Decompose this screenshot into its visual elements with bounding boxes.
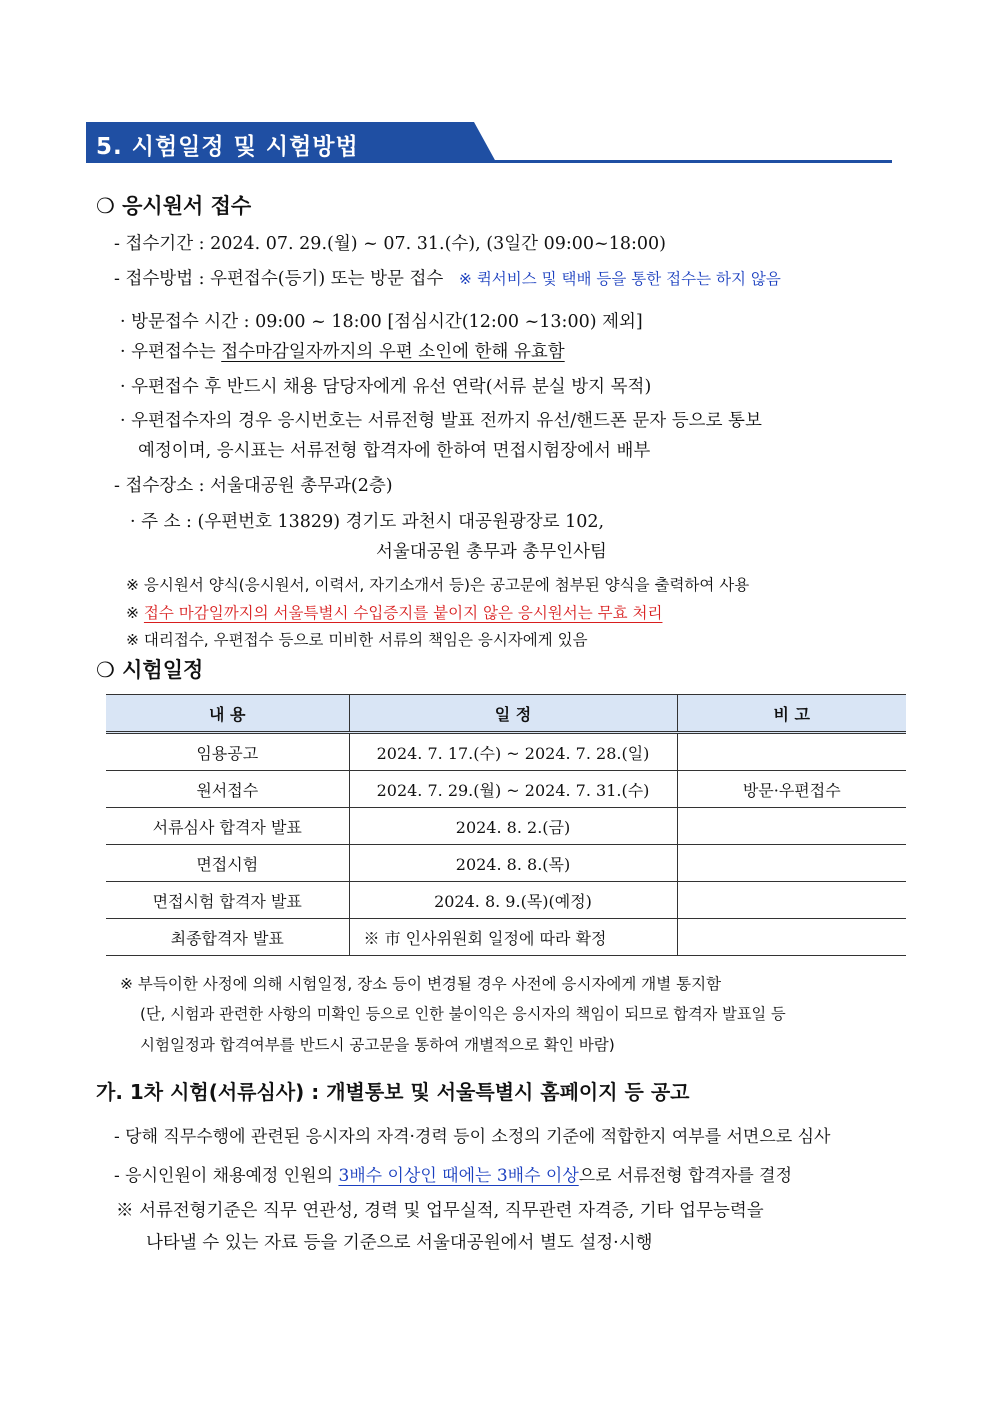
row-content: 임용공고 — [106, 733, 349, 771]
application-method — [114, 265, 781, 290]
row-date: 2024. 7. 29.(월) ~ 2024. 7. 31.(수) — [349, 771, 677, 808]
application-method-note: ※ 퀵서비스 및 택배 등을 통한 접수는 하지 않음 — [458, 270, 781, 288]
table-row — [106, 808, 906, 845]
first-exam-line-1: - 당해 직무수행에 관련된 응시자의 자격·경력 등이 소정의 기준에 적합한지 여부를 서면으로 심사 — [114, 1127, 831, 1147]
address-line-2: 서울대공원 총무과 총무인사팀 — [376, 542, 607, 562]
table-row — [106, 845, 906, 882]
application-note-2 — [126, 601, 662, 623]
post-notice-line-2: 예정이며, 응시표는 서류전형 합격자에 한하여 면접시험장에서 배부 — [138, 441, 651, 461]
application-note-2-text: 접수 마감일까지의 서울특별시 수입증지를 붙이지 않은 응시원서는 무효 처리 — [143, 604, 663, 622]
schedule-heading: ❍ 시험일정 — [96, 658, 204, 682]
address-line-1: · 주 소 : (우편번호 13829) 경기도 과천시 대공원광장로 102, — [130, 512, 605, 532]
header-schedule: 일 정 — [349, 695, 677, 733]
application-place: - 접수장소 : 서울대공원 총무과(2층) — [114, 476, 393, 496]
row-content: 원서접수 — [106, 771, 349, 808]
row-date: 2024. 8. 8.(목) — [349, 845, 677, 882]
table-row — [106, 882, 906, 919]
application-method-text: - 접수방법 : 우편접수(등기) 또는 방문 접수 — [114, 269, 444, 289]
application-heading: ❍ 응시원서 접수 — [96, 194, 252, 218]
first-exam-note-2: 나타낼 수 있는 자료 등을 기준으로 서울대공원에서 별도 설정·시행 — [146, 1233, 653, 1253]
post-valid-underlined: 접수마감일자까지의 우편 소인에 한해 유효함 — [221, 342, 565, 362]
application-note-2-mark: ※ — [126, 604, 144, 622]
schedule-note-1: ※ 부득이한 사정에 의해 시험일정, 장소 등이 변경될 경우 사전에 응시자에게 개별 통지함 — [120, 975, 722, 993]
row-remark — [677, 882, 906, 919]
first-exam-note-1: ※ 서류전형기준은 직무 연관성, 경력 및 업무실적, 직무관련 자격증, 기타 업무능력을 — [116, 1201, 764, 1221]
header-remarks: 비 고 — [677, 695, 906, 733]
row-content: 최종합격자 발표 — [106, 919, 349, 956]
schedule-table — [106, 694, 906, 956]
table-row — [106, 733, 906, 771]
row-remark — [677, 808, 906, 845]
table-header-row — [106, 695, 906, 733]
application-note-1: ※ 응시원서 양식(응시원서, 이력서, 자기소개서 등)은 공고문에 첨부된 양식을 출력하여 사용 — [126, 576, 750, 594]
first-exam-line-2-prefix: - 응시인원이 채용예정 인원의 — [114, 1166, 339, 1186]
table-row — [106, 771, 906, 808]
post-notice-line-1: · 우편접수자의 경우 응시번호는 서류전형 발표 전까지 유선/핸드폰 문자 등으로 통보 — [120, 411, 762, 431]
table-row — [106, 919, 906, 956]
first-exam-heading: 가. 1차 시험(서류심사) : 개별통보 및 서울특별시 홈페이지 등 공고 — [96, 1080, 690, 1104]
schedule-note-3: 시험일정과 합격여부를 반드시 공고문을 통하여 개별적으로 확인 바람) — [140, 1036, 615, 1054]
first-exam-line-2-underlined: 3배수 이상인 때에는 3배수 이상 — [338, 1166, 579, 1186]
row-remark: 방문·우편접수 — [677, 771, 906, 808]
header-content: 내 용 — [106, 695, 349, 733]
row-date: 2024. 7. 17.(수) ~ 2024. 7. 28.(일) — [349, 733, 677, 771]
visit-time: · 방문접수 시간 : 09:00 ~ 18:00 [점심시간(12:00 ~13:00) 제외] — [120, 312, 643, 332]
post-call: · 우편접수 후 반드시 채용 담당자에게 유선 연락(서류 분실 방지 목적) — [120, 377, 652, 397]
row-remark — [677, 919, 906, 956]
application-period: - 접수기간 : 2024. 07. 29.(월) ~ 07. 31.(수), (3일간 09:00~18:00) — [114, 234, 666, 254]
first-exam-line-2-suffix: 으로 서류전형 합격자를 결정 — [578, 1166, 793, 1186]
row-remark — [677, 733, 906, 771]
row-content: 면접시험 합격자 발표 — [106, 882, 349, 919]
row-date: 2024. 8. 9.(목)(예정) — [349, 882, 677, 919]
schedule-note-2: (단, 시험과 관련한 사항의 미확인 등으로 인한 불이익은 응시자의 책임이 되므로 합격자 발표일 등 — [140, 1005, 786, 1023]
first-exam-line-2 — [114, 1161, 792, 1186]
row-content: 면접시험 — [106, 845, 349, 882]
section-title: 5. 시험일정 및 시험방법 — [96, 134, 359, 160]
post-valid-prefix: · 우편접수는 — [120, 342, 222, 362]
row-remark — [677, 845, 906, 882]
post-valid — [120, 338, 565, 363]
application-note-3: ※ 대리접수, 우편접수 등으로 미비한 서류의 책임은 응시자에게 있음 — [126, 631, 588, 649]
row-date: ※ 市 인사위원회 일정에 따라 확정 — [349, 919, 677, 956]
row-date: 2024. 8. 2.(금) — [349, 808, 677, 845]
row-content: 서류심사 합격자 발표 — [106, 808, 349, 845]
